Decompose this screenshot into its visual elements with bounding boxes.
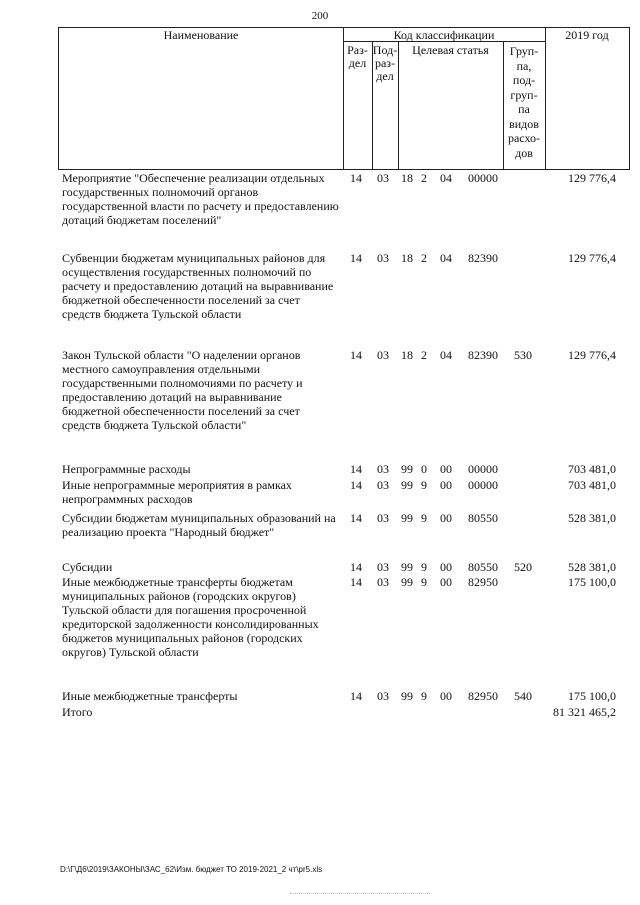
row-target-1: 99 — [401, 511, 413, 525]
row-target-1: 18 — [401, 251, 413, 265]
row-target-4: 80550 — [468, 560, 498, 574]
row-name: Иные межбюджетные трансферты — [62, 689, 238, 703]
row-target-2: 2 — [421, 251, 427, 265]
row-name: Субсидии — [62, 560, 113, 574]
table-header — [58, 27, 630, 170]
row-sum: 129 776,4 — [568, 251, 616, 265]
row-sum: 703 481,0 — [568, 462, 616, 476]
row-name: Субсидии бюджетам муниципальных образований на реализацию проекта "Народный бюджет" — [62, 511, 336, 539]
row-name: Иные межбюджетные трансферты бюджетам муниципальных районов (городских округов) Тульской области для погашения просроченной кредиторской задолженности консолидированных бюджетов муниципальных районов (городских округов) Тульской области — [62, 575, 319, 659]
row-podrazdel: 03 — [377, 171, 389, 185]
row-target-2: 9 — [421, 478, 427, 492]
row-razdel: 14 — [350, 171, 362, 185]
row-podrazdel: 03 — [377, 511, 389, 525]
row-podrazdel: 03 — [377, 689, 389, 703]
row-razdel: 14 — [350, 462, 362, 476]
row-podrazdel: 03 — [377, 560, 389, 574]
row-target-4: 80550 — [468, 511, 498, 525]
row-target-2: 2 — [421, 171, 427, 185]
row-target-2: 9 — [421, 560, 427, 574]
row-sum: 528 381,0 — [568, 511, 616, 525]
row-name: Непрограммные расходы — [62, 462, 191, 476]
row-sum: 81 321 465,2 — [553, 705, 616, 719]
row-name: Закон Тульской области "О наделении органов местного самоуправления отдельными государственными полномочиями по расчету и предоставлению дотаций на выравнивание бюджетной обеспеченности поселений за счет средств бюджета Тульской области" — [62, 348, 303, 432]
header-name: Наименование — [163, 28, 239, 42]
row-sum: 175 100,0 — [568, 689, 616, 703]
header-code-group: Код классификации — [393, 28, 495, 42]
row-target-4: 00000 — [468, 171, 498, 185]
row-target-1: 99 — [401, 689, 413, 703]
row-name: Иные непрограммные мероприятия в рамках непрограммных расходов — [62, 478, 292, 506]
row-target-4: 82390 — [468, 348, 498, 362]
header-group: Груп- па, под- груп- па видов расхо- дов — [507, 44, 541, 160]
row-target-4: 82950 — [468, 689, 498, 703]
row-target-3: 00 — [440, 560, 452, 574]
row-podrazdel: 03 — [377, 575, 389, 589]
row-target-1: 18 — [401, 348, 413, 362]
row-podrazdel: 03 — [377, 348, 389, 362]
header-razdel: Раз- дел — [347, 43, 368, 70]
row-razdel: 14 — [350, 560, 362, 574]
row-podrazdel: 03 — [377, 462, 389, 476]
row-sum: 129 776,4 — [568, 348, 616, 362]
row-name: Субвенции бюджетам муниципальных районов для осуществления государственных полномочий по расчету и предоставлению дотаций на выравнивание бюджетной обеспеченности поселений за счет средств бюджета Тульской области — [62, 251, 334, 321]
row-target-4: 82950 — [468, 575, 498, 589]
row-target-1: 99 — [401, 462, 413, 476]
row-target-3: 00 — [440, 462, 452, 476]
row-target-3: 00 — [440, 511, 452, 525]
scan-artifact — [290, 893, 430, 894]
header-target: Целевая статья — [412, 43, 489, 57]
row-razdel: 14 — [350, 575, 362, 589]
row-name: Итого — [62, 705, 93, 719]
page-number: 200 — [311, 10, 329, 22]
header-year: 2019 год — [565, 28, 609, 42]
row-podrazdel: 03 — [377, 478, 389, 492]
row-target-2: 9 — [421, 689, 427, 703]
row-sum: 528 381,0 — [568, 560, 616, 574]
row-target-3: 00 — [440, 689, 452, 703]
row-target-3: 04 — [440, 348, 452, 362]
row-name: Мероприятие "Обеспечение реализации отдельных государственных полномочий органов государственной власти по расчету и предоставлению дотаций бюджетам поселений" — [62, 171, 339, 227]
row-target-4: 00000 — [468, 462, 498, 476]
row-razdel: 14 — [350, 689, 362, 703]
footer-file-path: D:\Г\Д6\2019\ЗАКОНЫ\ЗАС_62\Изм. бюджет ТО 2019-2021_2 чт\pr5.xls — [60, 865, 323, 874]
row-group: 520 — [514, 560, 532, 574]
row-target-2: 9 — [421, 511, 427, 525]
row-sum: 703 481,0 — [568, 478, 616, 492]
row-target-1: 99 — [401, 575, 413, 589]
row-target-2: 2 — [421, 348, 427, 362]
row-target-2: 0 — [421, 462, 427, 476]
row-target-1: 18 — [401, 171, 413, 185]
row-sum: 175 100,0 — [568, 575, 616, 589]
row-target-4: 00000 — [468, 478, 498, 492]
row-razdel: 14 — [350, 251, 362, 265]
row-target-3: 00 — [440, 575, 452, 589]
row-razdel: 14 — [350, 511, 362, 525]
row-podrazdel: 03 — [377, 251, 389, 265]
row-group: 530 — [514, 348, 532, 362]
row-group: 540 — [514, 689, 532, 703]
row-target-1: 99 — [401, 478, 413, 492]
row-target-3: 00 — [440, 478, 452, 492]
row-target-4: 82390 — [468, 251, 498, 265]
row-sum: 129 776,4 — [568, 171, 616, 185]
row-target-3: 04 — [440, 251, 452, 265]
row-target-3: 04 — [440, 171, 452, 185]
row-razdel: 14 — [350, 348, 362, 362]
row-target-1: 99 — [401, 560, 413, 574]
header-podrazdel: Под- раз- дел — [372, 43, 398, 83]
row-razdel: 14 — [350, 478, 362, 492]
row-target-2: 9 — [421, 575, 427, 589]
